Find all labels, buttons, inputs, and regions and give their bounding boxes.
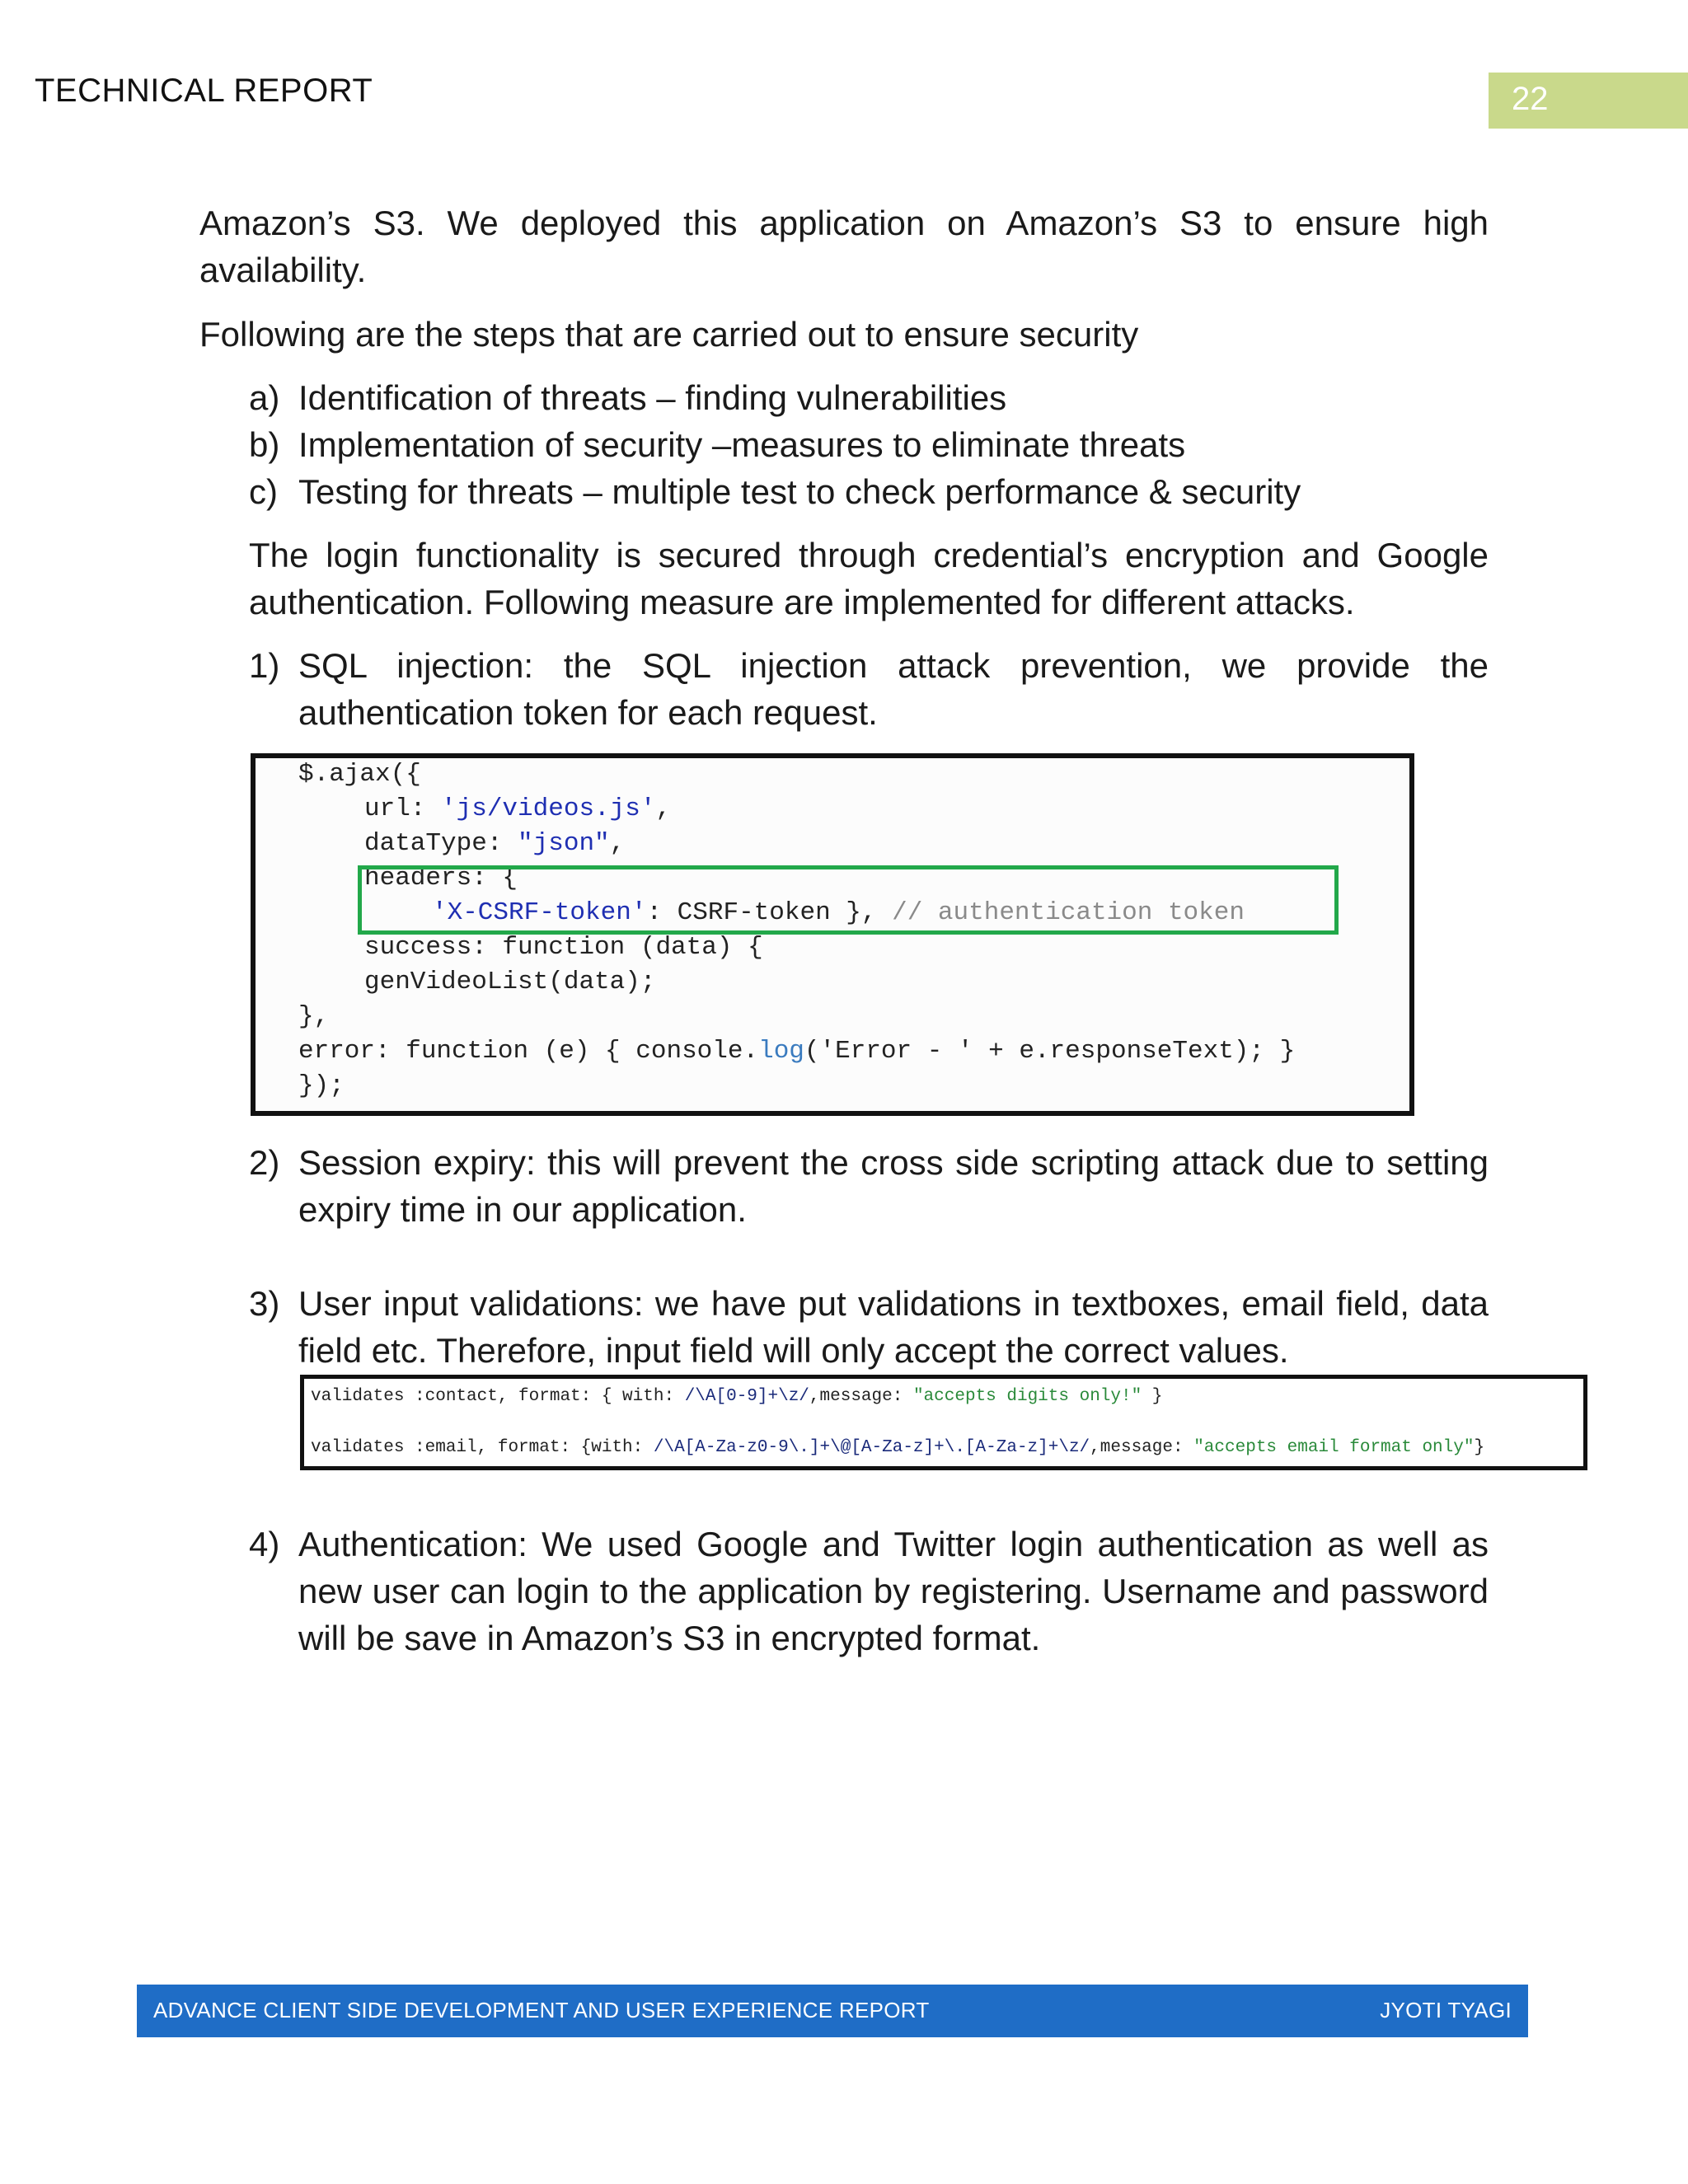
step-item xyxy=(249,421,1489,468)
code-text: ('Error - ' + e.responseText); } xyxy=(804,1037,1296,1066)
footer-report-title: ADVANCE CLIENT SIDE DEVELOPMENT AND USER EXPERIENCE REPORT xyxy=(153,1998,930,2022)
code-text: } xyxy=(1474,1438,1485,1457)
code-comment: // authentication token xyxy=(876,898,1245,927)
code-string: "accepts digits only!" xyxy=(912,1387,1142,1406)
measure-text: Session expiry: this will prevent the cross side scripting attack due to setting expiry time in our application. xyxy=(298,1143,1489,1229)
code-line xyxy=(298,1037,1295,1066)
code-text: validates :email, format: {with: xyxy=(311,1438,654,1457)
list-marker: b) xyxy=(249,425,280,464)
code-text: ,message: xyxy=(809,1387,913,1406)
code-string: 'js/videos.js' xyxy=(441,794,656,823)
intro-paragraph: Amazon’s S3. We deployed this application on Amazon’s S3 to ensure high availability. xyxy=(199,204,1489,289)
measure-item xyxy=(249,642,1489,736)
code-function: log xyxy=(758,1037,804,1066)
csrf-highlight-box xyxy=(358,865,1339,935)
code-regex: /\A[A-Za-z0-9\.]+\@[A-Za-z]+\.[A-Za-z]+\z/ xyxy=(653,1438,1090,1457)
code-regex: /\A[0-9]+\z/ xyxy=(684,1387,809,1406)
list-marker: 2) xyxy=(249,1143,280,1182)
code-string: "json" xyxy=(518,829,610,858)
footer-bar xyxy=(137,1985,1528,2037)
page-number-badge xyxy=(1489,73,1688,129)
measure-text: Authentication: We used Google and Twitter login authentication as well as new user can login to the application by registering. Username and password will be save in Amazon’s S3 in encrypted format. xyxy=(298,1525,1489,1657)
code-string: "accepts email format only" xyxy=(1193,1438,1475,1457)
code-text: : CSRF-token }, xyxy=(646,898,877,927)
code-text: error: function (e) { console. xyxy=(298,1037,759,1066)
measure-item xyxy=(249,1521,1489,1661)
code-line: headers: { xyxy=(364,864,518,893)
footer-author: JYOTI TYAGI xyxy=(1380,1998,1512,2022)
code-line: success: function (data) { xyxy=(364,933,763,962)
code-key: dataType: xyxy=(364,829,518,858)
code-string: 'X-CSRF-token' xyxy=(432,898,647,927)
code-punct: , xyxy=(655,794,672,823)
step-text: Implementation of security –measures to eliminate threats xyxy=(298,425,1186,464)
measure-item xyxy=(249,1280,1489,1374)
code-line xyxy=(364,794,671,823)
report-header-title: TECHNICAL REPORT xyxy=(35,73,373,109)
code-text: validates :contact, format: { with: xyxy=(311,1387,685,1406)
code-line: $.ajax({ xyxy=(298,760,421,789)
validates-code-screenshot xyxy=(300,1375,1587,1470)
list-marker: c) xyxy=(249,472,278,511)
steps-intro-paragraph: Following are the steps that are carried out to ensure security xyxy=(199,315,1139,354)
page-number: 22 xyxy=(1512,81,1549,117)
code-line: genVideoList(data); xyxy=(364,968,656,996)
code-line xyxy=(311,1387,1162,1406)
ajax-code-screenshot xyxy=(251,753,1414,1116)
code-key: url: xyxy=(364,794,442,823)
code-line xyxy=(311,1438,1484,1457)
code-line xyxy=(364,829,625,858)
code-line: }, xyxy=(298,1002,330,1031)
step-item xyxy=(249,468,1489,515)
list-marker: 3) xyxy=(249,1284,280,1323)
code-text: ,message: xyxy=(1090,1438,1194,1457)
step-text: Testing for threats – multiple test to check performance & security xyxy=(298,472,1301,511)
list-marker: 4) xyxy=(249,1525,280,1563)
list-marker: a) xyxy=(249,378,280,417)
code-text: } xyxy=(1142,1387,1163,1406)
step-item xyxy=(249,374,1489,421)
step-text: Identification of threats – finding vulnerabilities xyxy=(298,378,1007,417)
code-punct: , xyxy=(609,829,626,858)
measure-text: User input validations: we have put validations in textboxes, email field, data field etc. Therefore, input field will only accept the correct values. xyxy=(298,1284,1489,1370)
login-paragraph: The login functionality is secured through credential’s encryption and Google authentication. Following measure are implemented for different attacks. xyxy=(249,536,1489,621)
list-marker: 1) xyxy=(249,646,280,685)
code-line: }); xyxy=(298,1071,345,1100)
measure-text: SQL injection: the SQL injection attack prevention, we provide the authentication token for each request. xyxy=(298,646,1489,732)
measure-item xyxy=(249,1139,1489,1233)
